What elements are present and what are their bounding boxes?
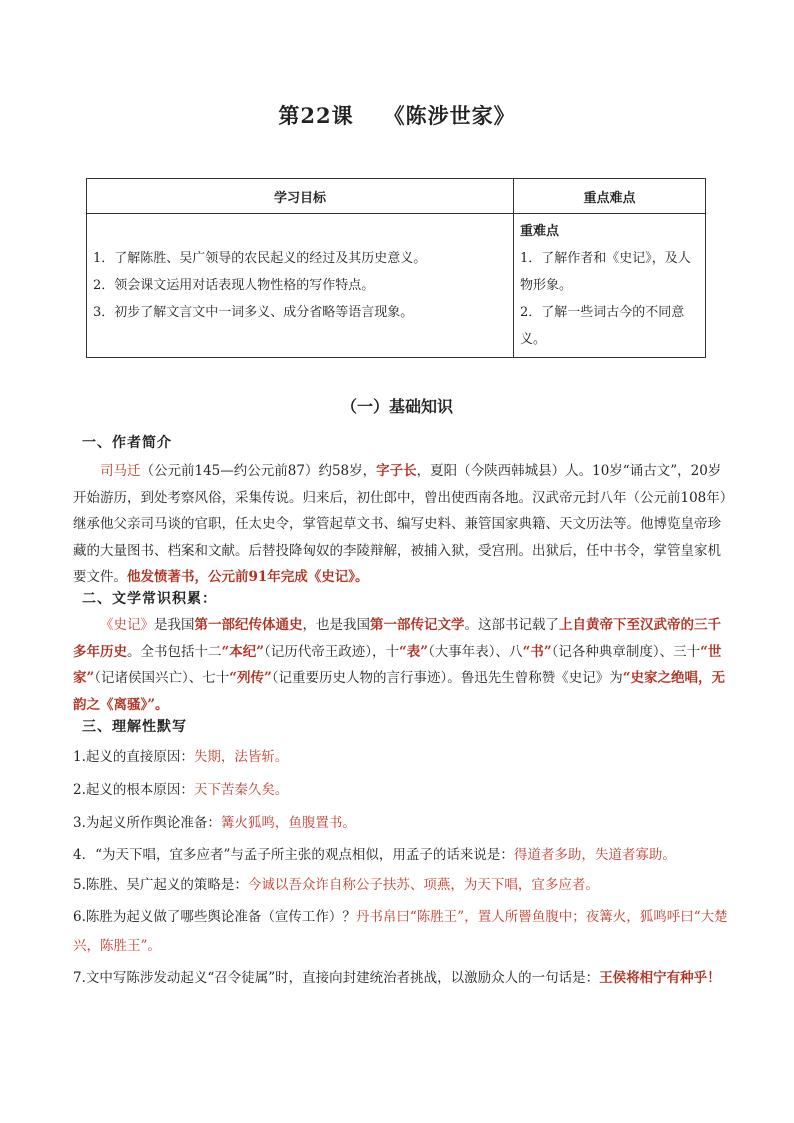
question: 4．“为天下唱，宜多应者”与孟子所主张的观点相似，用孟子的话来说是： <box>73 847 514 863</box>
dictation-item <box>73 810 733 836</box>
lit-text: ，也是我国 <box>302 617 370 633</box>
author-highlight: 他发愤著书，公元前91年完成《史记》。 <box>127 569 369 585</box>
author-text: ，夏阳（今陕西韩城县）人。10岁“诵古文”，20岁开始游历，到处考察风俗，采集传说。归来后，初仕郎中，曾出使西南各地。汉武帝元封八年（公元前108年）继承他父亲司马谈的官职，任太史令，掌管起草文书、编写史料、兼管国家典籍、天文历法等。他博览皇帝珍藏的大量图书、档案和文献。后替投降匈奴的李陵辩解，被捕入狱，受宫刑。出狱后，任中书令，掌管皇家机要文件。 <box>73 463 727 585</box>
answer: 王侯将相宁有种乎！ <box>599 970 721 986</box>
answer: 今诚以吾众诈自称公子扶苏、项燕，为天下唱，宜多应者。 <box>247 877 599 893</box>
lesson-name: 《陈涉世家》 <box>383 103 516 128</box>
shiji-name: 《史记》 <box>100 617 154 633</box>
literature-paragraph <box>73 612 733 718</box>
key-points-cell <box>514 214 706 358</box>
lit-highlight: 第一部传记文学 <box>370 617 465 633</box>
question: 2.起义的根本原因： <box>73 782 194 798</box>
author-heading: 一、作者简介 <box>82 435 172 451</box>
objective-item: 3．初步了解文言文中一词多义、成分省略等语言现象。 <box>93 305 414 320</box>
lit-text: 是我国 <box>154 617 195 633</box>
dictation-item <box>73 842 733 868</box>
lit-text: （记历代帝王政迹），十 <box>264 643 400 660</box>
lit-text: （记重要历史人物的言行事迹）。鲁迅先生曾称赞《史记》为 <box>271 670 623 686</box>
question: 3.为起义所作舆论准备： <box>73 815 221 831</box>
lit-highlight: “书” <box>522 643 552 660</box>
answer: 篝火狐鸣，鱼腹置书。 <box>220 815 356 831</box>
objective-item: 2．领会课文运用对话表现人物性格的写作特点。 <box>93 278 375 293</box>
dictation-item <box>73 777 733 803</box>
key-point-item: 1．了解作者和《史记》，及人物形象。 <box>520 251 691 293</box>
objective-item: 1．了解陈胜、吴广领导的农民起义的经过及其历史意义。 <box>93 251 427 266</box>
lit-text: 。这部书记载了 <box>464 617 559 633</box>
dictation-item <box>73 964 733 993</box>
page-title <box>0 100 794 130</box>
header-key-points: 重点难点 <box>514 179 706 214</box>
author-courtesy-name: 字子长 <box>376 463 417 479</box>
dictation-item <box>73 872 733 898</box>
author-name: 司马迁 <box>100 463 141 479</box>
answer: 丹书帛曰“陈胜王”，置人所罾鱼腹中；夜篝火，狐鸣呼曰“大楚兴，陈胜王”。 <box>73 909 728 954</box>
key-point-item: 2．了解一些词古今的不同意义。 <box>520 305 685 347</box>
lit-text: （记诸侯国兴亡）、七十 <box>94 670 230 686</box>
section-title: （一）基础知识 <box>340 397 453 416</box>
lit-text: （记各种典章制度）、三十 <box>551 643 701 660</box>
question: 6.陈胜为起义做了哪些舆论准备（宣传工作）？ <box>73 909 356 925</box>
lit-highlight: “世家” <box>73 643 722 686</box>
lit-highlight: 上自黄帝下至汉武帝的三千多年历史 <box>73 617 721 660</box>
lit-highlight: “列传” <box>229 670 272 686</box>
question: 1.起义的直接原因： <box>73 749 194 765</box>
dictation-item <box>73 744 733 770</box>
question: 5.陈胜、吴广起义的策略是： <box>73 877 248 893</box>
lit-highlight: 第一部纪传体通史 <box>194 617 303 633</box>
lit-highlight: “表” <box>399 643 429 660</box>
question: 7.文中写陈涉发动起义“召令徒属”时，直接向封建统治者挑战，以激励众人的一句话是： <box>73 970 600 986</box>
dictation-item <box>73 903 733 961</box>
lesson-number: 第22课 <box>278 103 354 128</box>
author-text: （公元前145—约公元前87）约58岁， <box>140 463 377 479</box>
answer: 天下苦秦久矣。 <box>193 782 289 798</box>
header-objectives: 学习目标 <box>87 179 514 214</box>
key-points-title: 重难点 <box>520 224 560 239</box>
lit-text: （大事年表）、八 <box>428 643 523 660</box>
author-paragraph <box>73 458 733 591</box>
lit-text: 。全书包括十二 <box>127 643 222 660</box>
answer: 失期，法皆斩。 <box>193 749 289 765</box>
lit-highlight: “史家之绝唱，无韵之《离骚》”。 <box>73 670 726 713</box>
answer: 得道者多助，失道者寡助。 <box>513 847 676 863</box>
goals-table <box>86 178 706 358</box>
dictation-heading: 三、理解性默写 <box>82 719 187 735</box>
lit-highlight: “本纪” <box>221 643 265 660</box>
objectives-cell <box>87 214 514 358</box>
literature-heading: 二、文学常识积累： <box>82 591 217 607</box>
